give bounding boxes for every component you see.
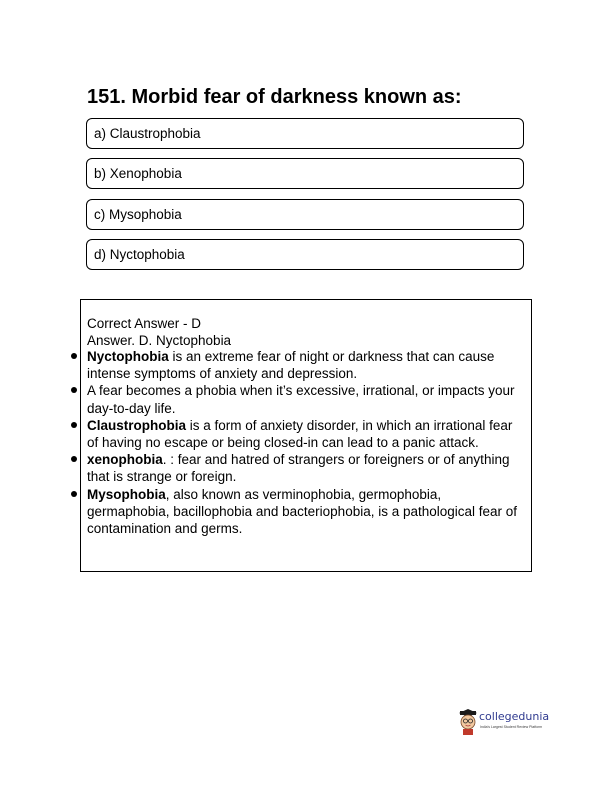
- option-b[interactable]: b) Xenophobia: [86, 158, 524, 189]
- option-c[interactable]: c) Mysophobia: [86, 199, 524, 230]
- bullet-icon: [71, 422, 77, 428]
- description: , also known as verminophobia, germophobia, germaphobia, bacillophobia and bacteriophobia, is a pathological fear of contamination and germs.: [87, 486, 518, 537]
- term: xenophobia: [87, 452, 163, 468]
- mascot-icon: [457, 709, 479, 735]
- bullet-icon: [71, 353, 77, 359]
- correct-answer-label: Correct Answer - D: [87, 316, 202, 331]
- list-item: [71, 486, 521, 538]
- collegedunia-logo: [457, 709, 557, 739]
- list-item: [71, 417, 521, 451]
- bullet-icon: [71, 387, 77, 393]
- logo-tagline: India's Largest Student Review Platform: [480, 725, 543, 729]
- description: is an extreme fear of night or darkness that can cause intense symptoms of anxiety and depression.: [87, 349, 495, 382]
- answer-line: Answer. D. Nyctophobia: [87, 333, 232, 348]
- list-item: [71, 382, 521, 416]
- question-title: 151. Morbid fear of darkness known as:: [87, 86, 462, 108]
- description: . : fear and hatred of strangers or foreigners or of anything that is strange or foreign.: [87, 452, 510, 485]
- term: Claustrophobia: [87, 417, 187, 433]
- option-d[interactable]: d) Nyctophobia: [86, 239, 524, 270]
- explanation-list: [71, 348, 521, 537]
- bullet-icon: [71, 491, 77, 497]
- logo-name: collegedunia: [479, 710, 550, 723]
- option-a[interactable]: a) Claustrophobia: [86, 118, 524, 149]
- description: is a form of anxiety disorder, in which an irrational fear of having no escape or being closed-in can lead to a panic attack.: [87, 417, 513, 451]
- list-item: [71, 348, 521, 382]
- term: Nyctophobia: [87, 349, 169, 364]
- description: A fear becomes a phobia when it’s excessive, irrational, or impacts your day-to-day life.: [87, 383, 515, 416]
- list-item: [71, 451, 521, 485]
- term: Mysophobia: [87, 486, 166, 502]
- bullet-icon: [71, 456, 77, 462]
